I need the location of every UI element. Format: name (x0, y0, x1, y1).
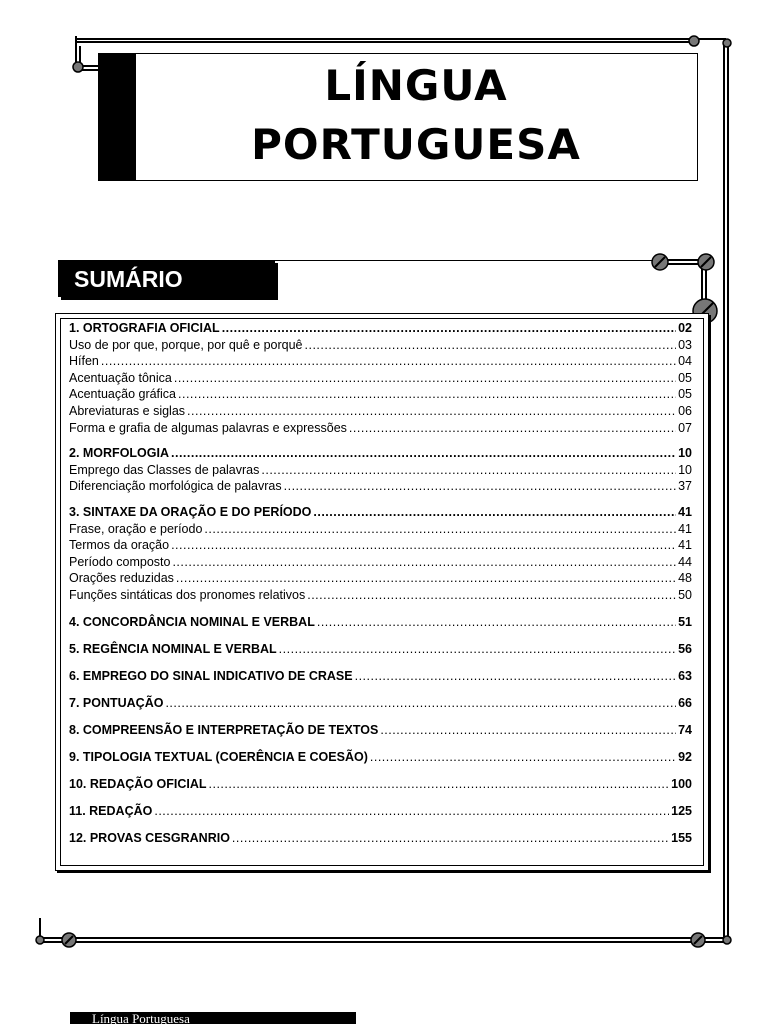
toc-section-10 (69, 771, 692, 798)
toc-item-title: Diferenciação morfológica de palavras (69, 479, 282, 494)
toc-section-title: 10. REDAÇÃO OFICIAL (69, 776, 207, 791)
toc-item-title: Abreviaturas e siglas (69, 403, 186, 418)
toc-item (69, 370, 692, 387)
toc-page: 04 (678, 354, 692, 369)
toc-item-title: Orações reduzidas (69, 571, 174, 586)
toc-item (69, 521, 692, 538)
toc-page: 03 (678, 337, 692, 352)
toc-page: 02 (678, 321, 692, 335)
toc-page: 56 (678, 641, 692, 656)
toc-item (69, 386, 692, 403)
toc-section-title: 4. CONCORDÂNCIA NOMINAL E VERBAL (69, 614, 315, 629)
toc-page: 07 (678, 420, 692, 435)
footer-label: Língua Portuguesa (92, 1011, 190, 1026)
toc-section-2 (69, 445, 692, 462)
toc-section-6 (69, 663, 692, 690)
toc-page: 06 (678, 403, 692, 418)
toc-section-9 (69, 744, 692, 771)
toc-page: 05 (678, 387, 692, 402)
toc-page: 66 (678, 695, 692, 710)
toc-page: 41 (678, 521, 692, 536)
toc-page: 100 (671, 776, 692, 791)
toc-item-title: Emprego das Classes de palavras (69, 462, 260, 477)
toc-page: 05 (678, 370, 692, 385)
toc-section-title: 11. REDAÇÃO (69, 803, 153, 818)
toc-item-title: Hífen (69, 354, 99, 369)
toc-item (69, 570, 692, 587)
table-of-contents (69, 320, 692, 852)
toc-page: 51 (678, 614, 692, 629)
toc-item-title: Forma e grafia de algumas palavras e expressões (69, 420, 347, 435)
toc-page: 37 (678, 479, 692, 494)
toc-item (69, 587, 692, 604)
toc-section-title: 9. TIPOLOGIA TEXTUAL (COERÊNCIA E COESÃO) (69, 749, 368, 764)
sumario-rule (275, 260, 653, 261)
toc-section-title: 1. ORTOGRAFIA OFICIAL (69, 321, 220, 335)
toc-section-3 (69, 504, 692, 521)
toc-item-title: Período composto (69, 554, 171, 569)
toc-item (69, 403, 692, 420)
toc-section-1 (69, 320, 692, 337)
toc-page: 41 (678, 504, 692, 519)
toc-section-title: 7. PONTUAÇÃO (69, 695, 164, 710)
toc-section-4 (69, 609, 692, 636)
toc-page: 50 (678, 587, 692, 602)
toc-page: 48 (678, 571, 692, 586)
toc-item-title: Acentuação tônica (69, 370, 172, 385)
toc-item-title: Uso de por que, porque, por quê e porquê (69, 337, 303, 352)
toc-page: 41 (678, 538, 692, 553)
toc-page: 10 (678, 462, 692, 477)
toc-section-title: 12. PROVAS CESGRANRIO (69, 830, 230, 845)
toc-item (69, 554, 692, 571)
toc-section-title: 6. EMPREGO DO SINAL INDICATIVO DE CRASE (69, 668, 353, 683)
toc-item-title: Funções sintáticas dos pronomes relativos (69, 587, 306, 602)
toc-section-11 (69, 798, 692, 825)
toc-section-title: 3. SINTAXE DA ORAÇÃO E DO PERÍODO (69, 504, 312, 519)
toc-item (69, 537, 692, 554)
toc-item (69, 420, 692, 437)
toc-item (69, 478, 692, 495)
toc-item-title: Acentuação gráfica (69, 387, 177, 402)
title-line-1: LÍNGUA (324, 61, 508, 110)
toc-section-7 (69, 690, 692, 717)
toc-page: 155 (671, 830, 692, 845)
page-title (136, 56, 696, 174)
title-line-2: PORTUGUESA (251, 120, 581, 169)
title-accent-bar (98, 53, 136, 180)
toc-page: 92 (678, 749, 692, 764)
toc-section-title: 2. MORFOLOGIA (69, 446, 169, 461)
toc-section-title: 5. REGÊNCIA NOMINAL E VERBAL (69, 641, 277, 656)
toc-page: 44 (678, 554, 692, 569)
toc-page: 63 (678, 668, 692, 683)
toc-section-8 (69, 717, 692, 744)
toc-item (69, 353, 692, 370)
toc-item-title: Frase, oração e período (69, 521, 203, 536)
toc-section-title: 8. COMPREENSÃO E INTERPRETAÇÃO DE TEXTOS (69, 722, 379, 737)
toc-item-title: Termos da oração (69, 538, 170, 553)
toc-section-12 (69, 825, 692, 852)
toc-item (69, 337, 692, 354)
toc-item (69, 462, 692, 479)
toc-page: 10 (678, 446, 692, 461)
toc-section-5 (69, 636, 692, 663)
sumario-heading: SUMÁRIO (58, 260, 275, 297)
toc-page: 125 (671, 803, 692, 818)
toc-page: 74 (678, 722, 692, 737)
